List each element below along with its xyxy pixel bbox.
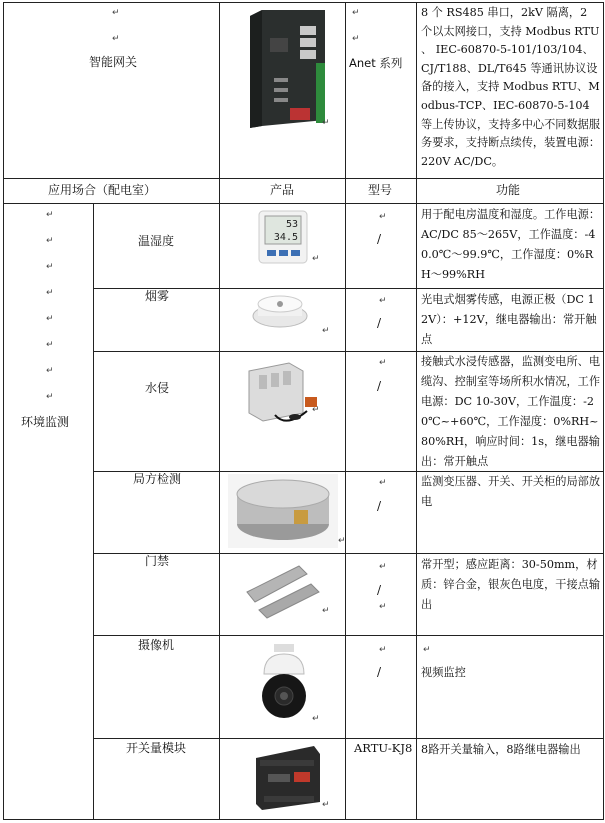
row-name: 烟雾 <box>145 289 170 303</box>
row-model: / <box>377 665 382 679</box>
row-name: 局方检测 <box>133 472 182 486</box>
ptz-camera-image <box>258 644 310 722</box>
row-model: / <box>377 583 382 597</box>
row-function: 光电式烟雾传感，电源正极（DC 12V）：+12V，继电器输出：常开触点 <box>421 293 597 346</box>
rule <box>345 2 346 820</box>
category-label: 环境监测 <box>21 415 70 429</box>
spec-table: ↵ ↵ 智能网关 ↵ ↵ ↵ Anet 系列 8 个 RS485 串口，2kV 隔离，2 个以太网接口，支持 Modbus RTU 、 IEC-60870-5-101/103/104、CJ/T188、DL/T645 等通讯协议设备的接入，支持 Modbus RTU、Modbus-TCP、IEC-60870-5-104 等上传协议，支持多中心不同数据服务要求，支持断点续传，装置电源：220V AC/DC。 应用场合（配电室） 产品 型号 功能 ↵ ↵ ↵ ↵ ↵ ↵ ↵ ↵ 环境监测 温湿度 53 34.5 ↵ ↵ / 用于配电房温度和湿度。工作电源：AC/DC 85～265V，工作温度：-40.0℃～99.9℃，工作湿度：0%RH～99%RH 烟雾 ↵ ↵ / 光电式烟雾传感，电源正极（DC 12V）：+12V，继电器输出：常开触点 水侵 ↵ ↵ / 接触式水浸传感器，监测变电所、电缆沟、控制室等场所积水情况，工作电源：DC 10-30V，工作温度：-20℃~+60℃，工作湿度：0%RH~80%RH，响应时间：1s，继电器输出：常开触点 局方检测 ↵ ↵ / 监测变压器、开关、开关柜的局部放电 门禁 ↵ ↵ / ↵ 常开型；感应距离：30-50mm，材质：锌合金，银灰色电度，干接点输出 摄像机 ↵ ↵ / ↵ 视频监控 开关量模块 ↵ ARTU-KJ8 8路开关量输入，8路继电器输出 <box>0 0 605 823</box>
row-name: 温湿度 <box>138 234 175 248</box>
gateway-device-image <box>240 8 330 130</box>
row-model: / <box>377 316 382 330</box>
gateway-name: 智能网关 <box>89 55 138 69</box>
header-model: 型号 <box>368 183 393 197</box>
row-function: 监测变压器、开关、开关柜的局部放电 <box>421 475 601 508</box>
header-function: 功能 <box>496 183 521 197</box>
rule <box>603 2 604 820</box>
rule <box>93 288 603 289</box>
rule <box>3 2 4 820</box>
header-application: 应用场合（配电室） <box>48 183 157 197</box>
row-function: 用于配电房温度和湿度。工作电源：AC/DC 85～265V，工作温度：-40.0℃～99.9℃，工作湿度：0%RH～99%RH <box>421 208 601 281</box>
header-product: 产品 <box>270 183 295 197</box>
rule <box>93 553 603 554</box>
row-model: / <box>377 232 382 246</box>
row-function: 接触式水浸传感器，监测变电所、电缆沟、控制室等场所积水情况，工作电源：DC 10-30V，工作温度：-20℃~+60℃，工作湿度：0%RH~80%RH，响应时间：1s，继电器输出：常开触点 <box>421 355 601 468</box>
rule <box>93 203 94 820</box>
row-model: ARTU-KJ8 <box>354 741 413 755</box>
row-name: 摄像机 <box>138 638 175 652</box>
thermo-hygrometer-image <box>258 210 308 264</box>
row-model: / <box>377 379 382 393</box>
row-name: 门禁 <box>145 554 170 568</box>
display-top: 53 <box>285 219 298 230</box>
rule <box>416 2 417 820</box>
display-bottom: 34.5 <box>273 232 298 243</box>
partial-discharge-sensor-image <box>228 474 338 548</box>
rule <box>219 2 220 820</box>
row-name: 水侵 <box>145 381 170 395</box>
water-sensor-image <box>245 357 325 427</box>
io-module-image <box>254 744 322 812</box>
row-function: 8路开关量输入，8路继电器输出 <box>421 743 581 756</box>
row-model: / <box>377 499 382 513</box>
row-function: 常开型；感应距离：30-50mm，材质：锌合金，银灰色电度，干接点输出 <box>421 558 601 611</box>
rule <box>3 2 603 3</box>
smoke-detector-image <box>250 292 310 330</box>
door-sensor-image <box>245 562 321 620</box>
gateway-function: 8 个 RS485 串口，2kV 隔离，2 个以太网接口，支持 Modbus RTU 、 IEC-60870-5-101/103/104、CJ/T188、DL/T645 等通讯协议设备的接入，支持 Modbus RTU、Modbus-TCP、IEC-60870-5-104 等上传协议，支持多中心不同数据服务要求，支持断点续传，装置电源：220V AC/DC。 <box>421 6 601 168</box>
row-function: 视频监控 <box>421 666 466 679</box>
row-name: 开关量模块 <box>126 741 187 755</box>
gateway-model: Anet 系列 <box>349 56 403 70</box>
rule <box>3 178 603 179</box>
